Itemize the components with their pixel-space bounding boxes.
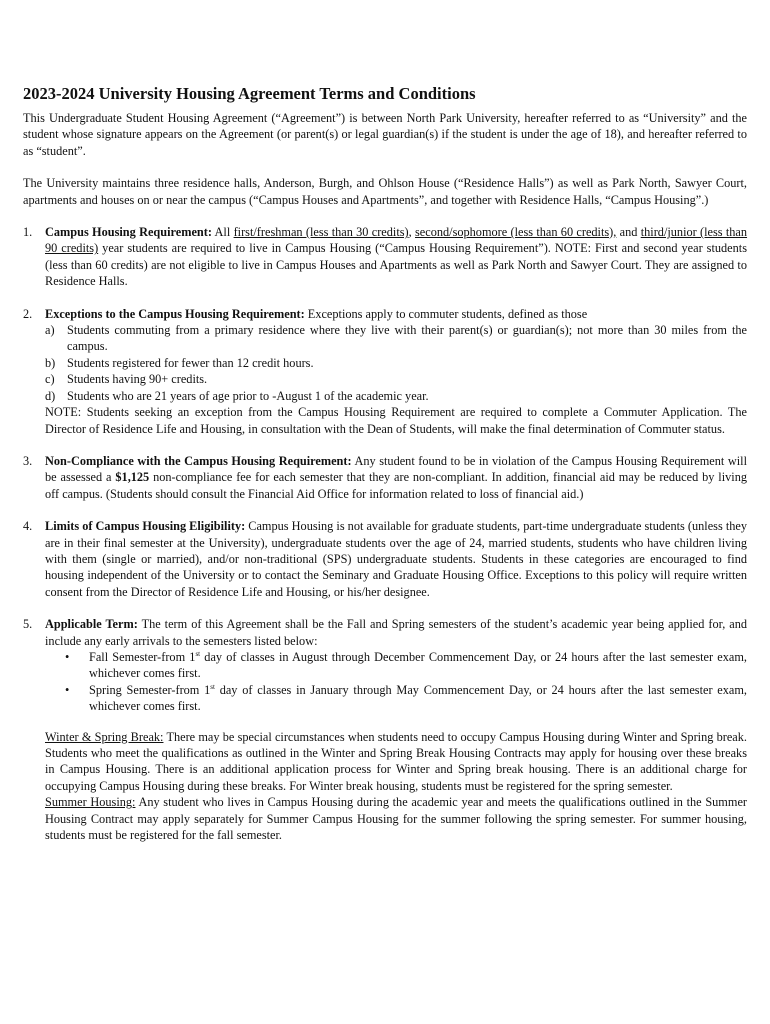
section-2-number: 2. xyxy=(23,306,33,321)
document-page xyxy=(23,84,747,843)
exception-item-a xyxy=(45,322,747,355)
fall-ordinal: st xyxy=(195,649,201,658)
section-3-heading: Non-Compliance with the Campus Housing Requirement: xyxy=(45,453,352,468)
spring-semester-bullet xyxy=(45,682,747,715)
summer-housing-text: Any student who lives in Campus Housing during the academic year and meets the qualifications outlined in the Summer Housing Contract may apply separately for Summer Campus Housing for the summer following the spring semester. For summer housing, students must be registered for the fall semester. xyxy=(45,795,747,843)
bullet-icon: • xyxy=(65,682,70,697)
section-5-heading: Applicable Term: xyxy=(45,617,138,632)
section-2-heading: Exceptions to the Campus Housing Requirement: xyxy=(45,306,305,321)
bullet-icon: • xyxy=(65,649,70,664)
document-title: 2023-2024 University Housing Agreement Terms and Conditions xyxy=(23,84,476,103)
section-3-text: non-compliance fee for each semester that they are non-compliant. In addition, financial aid may be reduced by living off campus. (Students should consult the Financial Aid Office for information related to loss of financial aid.) xyxy=(45,470,747,501)
fall-semester-bullet xyxy=(45,649,747,682)
section-5-number: 5. xyxy=(23,617,33,632)
section-5-body xyxy=(45,616,747,714)
winter-spring-break-text: There may be special circumstances when students need to occupy Campus Housing during Winter and Spring break. Students who meet the qualifications as outlined in the Winter and Spring Break Housing Contracts may apply for housing over these breaks in Campus Housing. There is an additional application process for Winter and Spring break housing. There is an additional charge for occupying Campus Housing during these breaks. For Winter break housing, students must be registered for the spring semester. xyxy=(45,729,747,793)
section-2-body xyxy=(45,306,747,437)
section-4-text: Campus Housing is not available for graduate students, part-time undergraduate students (unless they are in their final semester at the University), undergraduate students over the age of 24, married students, students who have children living with them (single or married), and/or non-traditional (SPS) undergraduate students. Students in these categories are encouraged to find housing independent of the University or to contact the Seminary and Graduate Housing Office. Exceptions to this policy will require written consent from the Director of Residence Life and Housing, or his/her designee. xyxy=(45,519,747,599)
section-2-exceptions xyxy=(23,306,747,437)
winter-spring-break-label: Winter & Spring Break: xyxy=(45,729,164,744)
section-3-number: 3. xyxy=(23,453,33,468)
section-4-body xyxy=(45,518,747,600)
intro-paragraph-2: The University maintains three residence halls, Anderson, Burgh, and Ohlson House (“Residence Halls”) as well as Park North, Sawyer Court, apartments and houses on or near the campus (“Campus Houses and Apartments”, and together with Residence Halls, “Campus Housing”.) xyxy=(23,176,747,207)
section-1-number: 1. xyxy=(23,225,33,240)
section-3-body xyxy=(45,453,747,502)
winter-spring-break-paragraph xyxy=(45,729,747,795)
section-5-lead: The term of this Agreement shall be the Fall and Spring semesters of the student’s academic year being applied for, and include any early arrivals to the semesters listed below: xyxy=(45,617,748,648)
sophomore-credit-note: second/sophomore (less than 60 credits), xyxy=(415,225,617,240)
section-4-heading: Limits of Campus Housing Eligibility: xyxy=(45,519,246,534)
section-1-text: and xyxy=(616,225,641,240)
section-4-number: 4. xyxy=(23,519,33,534)
fall-text-a: Fall Semester-from 1 xyxy=(89,649,196,664)
non-compliance-fee: $1,125 xyxy=(115,470,150,485)
exception-letter: a) xyxy=(45,323,55,338)
spring-ordinal: st xyxy=(210,682,215,691)
section-5-applicable-term xyxy=(23,616,747,714)
exception-letter: d) xyxy=(45,388,56,403)
spring-text-b: day of classes in January through May Commencement Day, or 24 hours after the last semester exam, whichever comes first. xyxy=(89,682,748,714)
section-1-text: year students are required to live in Campus Housing (“Campus Housing Requirement”). NOTE: First and second year students (less than 60 credits) are not eligible to live in Campus Houses and Apartments as well as Park North and Sawyer Court. They are assigned to Residence Halls. xyxy=(45,241,747,289)
freshman-credit-note: first/freshman (less than 30 credits) xyxy=(233,225,409,240)
break-housing-section xyxy=(23,729,747,844)
exception-letter: b) xyxy=(45,355,56,370)
section-1-body xyxy=(45,224,747,290)
section-2-lead: Exceptions apply to commuter students, defined as those xyxy=(304,306,588,321)
fall-text-b: day of classes in August through December Commencement Day, or 24 hours after the last semester exam, whichever comes first. xyxy=(89,649,747,681)
summer-housing-label: Summer Housing: xyxy=(45,795,136,810)
exception-letter: c) xyxy=(45,372,55,387)
exception-text: Students registered for fewer than 12 credit hours. xyxy=(67,355,314,370)
section-2-note: NOTE: Students seeking an exception from the Campus Housing Requirement are required to complete a Commuter Application. The Director of Residence Life and Housing, in consultation with the Dean of Students, will make the final determination of Commuter status. xyxy=(45,405,747,436)
spring-text-a: Spring Semester-from 1 xyxy=(89,682,211,697)
exception-item-b xyxy=(45,355,747,371)
exception-text: Students who are 21 years of age prior to -August 1 of the academic year. xyxy=(67,388,429,403)
exception-item-d xyxy=(45,388,747,404)
section-3-non-compliance xyxy=(23,453,747,502)
fall-semester-text xyxy=(89,649,747,682)
summer-housing-paragraph xyxy=(45,794,747,843)
exception-item-c xyxy=(45,371,747,387)
exception-text: Students commuting from a primary residence where they live with their parent(s) or guardian(s); not more than 30 miles from the campus. xyxy=(67,323,747,354)
section-4-eligibility xyxy=(23,518,747,600)
spring-semester-text xyxy=(89,682,747,715)
junior-credit-note: third/junior (less than 90 credits) xyxy=(45,225,748,256)
section-1-text: , xyxy=(408,225,415,240)
section-1-text: All xyxy=(211,225,234,240)
section-3-text: Any student found to be in violation of the Campus Housing Requirement will be assessed a xyxy=(45,453,747,485)
section-1-heading: Campus Housing Requirement: xyxy=(45,225,212,240)
exception-text: Students having 90+ credits. xyxy=(67,372,208,387)
section-1-housing-requirement xyxy=(23,224,747,290)
intro-paragraph-1: This Undergraduate Student Housing Agreement (“Agreement”) is between North Park University, hereafter referred to as “University” and the student whose signature appears on the Agreement (or parent(s) or legal guardian(s) if the student is under the age of 18), and hereafter referred to as “student”. xyxy=(23,111,747,158)
